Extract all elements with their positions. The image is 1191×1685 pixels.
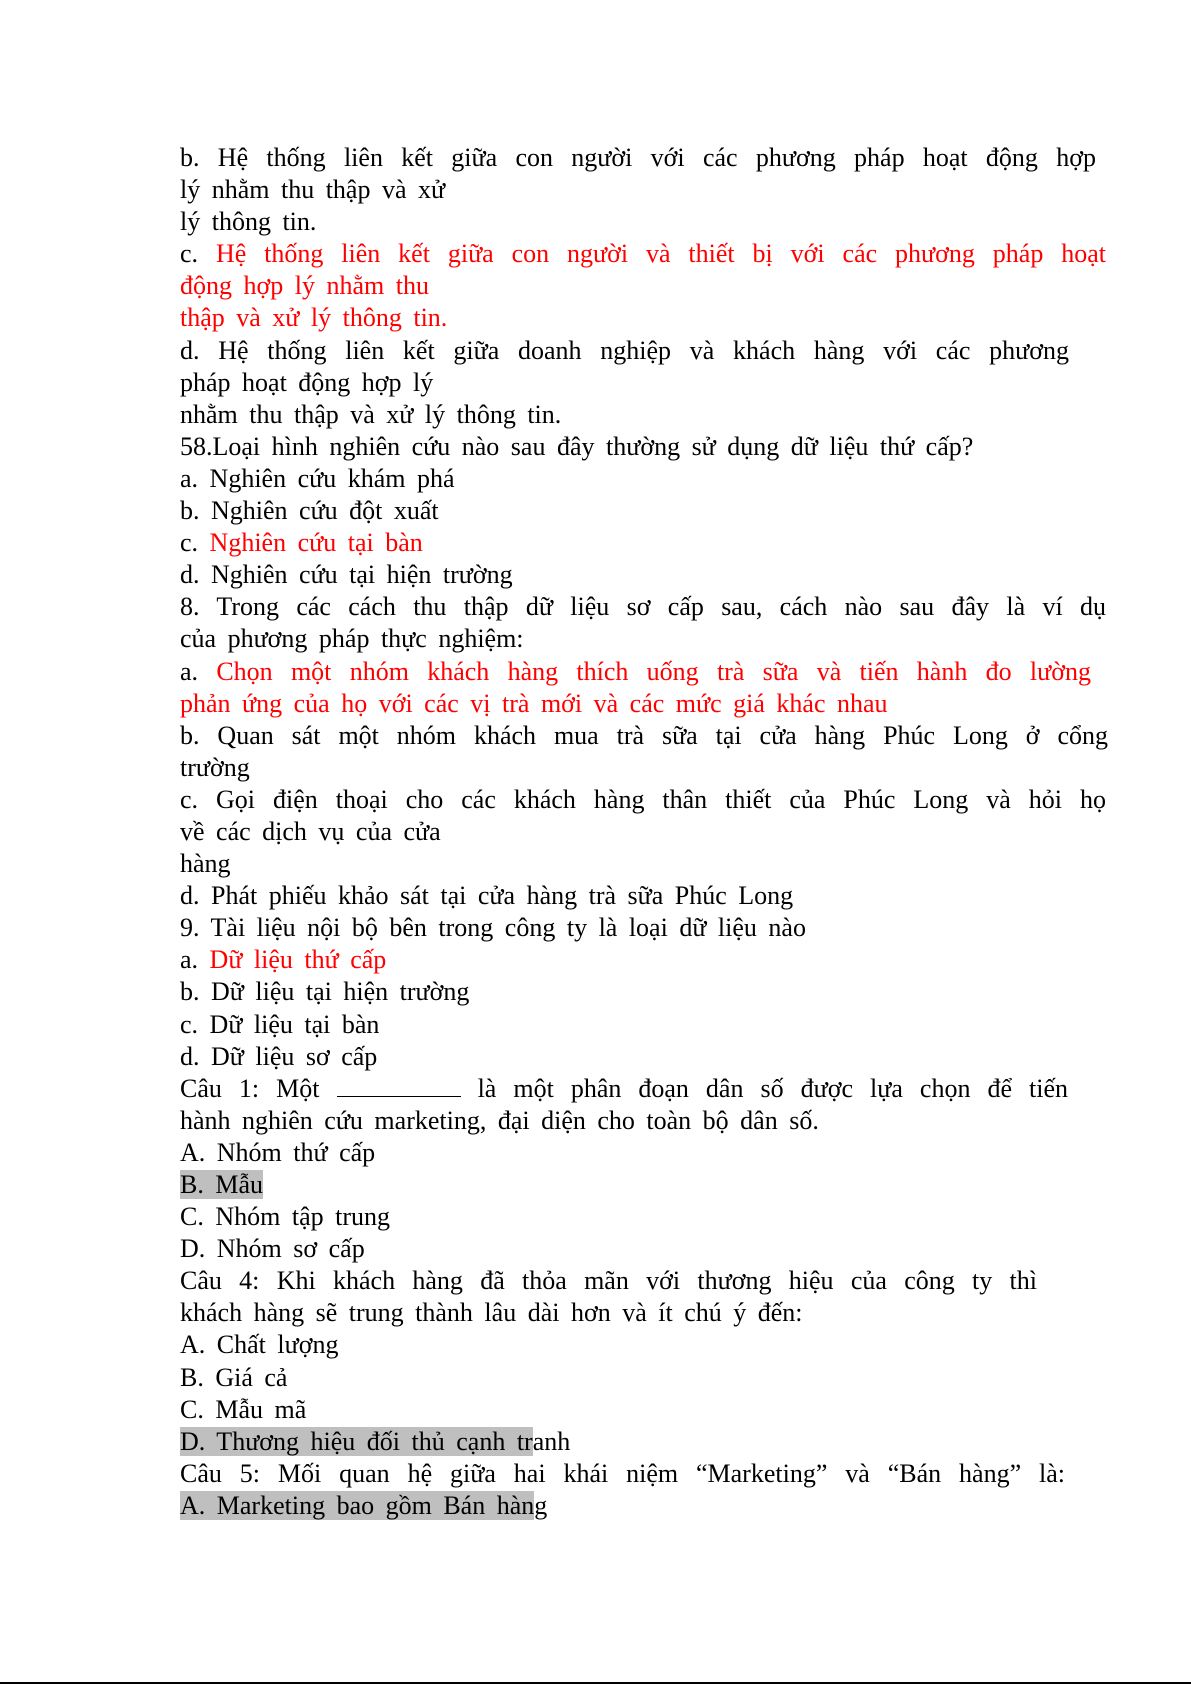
correct-answer: phản ứng của họ với các vị trà mới và các mức giá khác nhau <box>180 688 888 718</box>
question-9: 9. Tài liệu nội bộ bên trong công ty là loại dữ liệu nào <box>180 913 806 943</box>
option: C. Nhóm tập trung <box>180 1202 390 1232</box>
question-58: 58.Loại hình nghiên cứu nào sau đây thường sử dụng dữ liệu thứ cấp? <box>180 431 974 461</box>
option: c. Gọi điện thoại cho các khách hàng thân thiết của Phúc Long và hỏi họ <box>180 784 1106 814</box>
line: về các dịch vụ của cửa <box>180 816 441 846</box>
line: khách hàng sẽ trung thành lâu dài hơn và ít chú ý đến: <box>180 1298 803 1328</box>
option: C. Mẫu mã <box>180 1394 307 1424</box>
document-page <box>180 142 1110 1522</box>
correct-answer: Nghiên cứu tại bàn <box>209 528 423 558</box>
option: b. Dữ liệu tại hiện trường <box>180 977 470 1007</box>
option: B. Giá cả <box>180 1362 288 1392</box>
option <box>180 1169 1110 1201</box>
line: hành nghiên cứu marketing, đại diện cho toàn bộ dân số. <box>180 1105 819 1135</box>
fill-in-blank <box>337 1074 461 1097</box>
line: b. Hệ thống liên kết giữa con người với các phương pháp hoạt động hợp <box>180 143 1096 172</box>
line: pháp hoạt động hợp lý <box>180 367 434 397</box>
line: trường <box>180 752 250 782</box>
highlighted-answer: A. Marketing bao gồm Bán hàn <box>180 1490 535 1520</box>
correct-answer: Chọn một nhóm khách hàng thích uống trà sữa và tiến hành đo lường <box>216 656 1091 686</box>
line: lý thông tin. <box>180 207 317 237</box>
question-8: 8. Trong các cách thu thập dữ liệu sơ cấp sau, cách nào sau đây là ví dụ <box>180 592 1106 622</box>
option: a. Nghiên cứu khám phá <box>180 463 455 493</box>
option: A. Chất lượng <box>180 1330 339 1360</box>
line: d. Hệ thống liên kết giữa doanh nghiệp và khách hàng với các phương <box>180 335 1069 365</box>
option: D. Nhóm sơ cấp <box>180 1234 365 1264</box>
option: d. Dữ liệu sơ cấp <box>180 1041 378 1071</box>
highlighted-answer: D. Thương hiệu đối thủ cạnh tr <box>180 1426 533 1456</box>
question-cau-1: Câu 1: Một là một phân đoạn dân số được lựa chọn để tiến <box>180 1073 1069 1103</box>
correct-answer: thập và xử lý thông tin. <box>180 303 448 333</box>
correct-answer: Hệ thống liên kết giữa con người và thiết bị với các phương pháp hoạt <box>215 239 1107 269</box>
option: a. Dữ liệu thứ cấp <box>180 945 387 975</box>
option: c. Dữ liệu tại bàn <box>180 1009 380 1039</box>
correct-answer: động hợp lý nhằm thu <box>180 271 429 301</box>
option: A. Marketing bao gồm Bán hàng <box>180 1490 548 1520</box>
line: c. Hệ thống liên kết giữa con người và thiết bị với các phương pháp hoạt <box>180 239 1107 269</box>
question-cau-5: Câu 5: Mối quan hệ giữa hai khái niệm “Marketing” và “Bán hàng” là: <box>180 1458 1065 1488</box>
option: a. Chọn một nhóm khách hàng thích uống trà sữa và tiến hành đo lường <box>180 656 1091 686</box>
line: hàng <box>180 849 231 879</box>
option: A. Nhóm thứ cấp <box>180 1137 376 1167</box>
option: b. Nghiên cứu đột xuất <box>180 496 439 526</box>
question-cau-4: Câu 4: Khi khách hàng đã thỏa mãn với thương hiệu của công ty thì <box>180 1266 1037 1296</box>
option: d. Phát phiếu khảo sát tại cửa hàng trà sữa Phúc Long <box>180 881 794 911</box>
page-bottom-rule <box>0 1682 1191 1684</box>
correct-answer: Dữ liệu thứ cấp <box>209 945 387 975</box>
option: d. Nghiên cứu tại hiện trường <box>180 560 513 590</box>
line: lý nhằm thu thập và xử <box>180 175 446 205</box>
highlighted-answer: B. Mẫu <box>180 1170 263 1199</box>
option: D. Thương hiệu đối thủ cạnh tranh <box>180 1426 571 1456</box>
option: b. Quan sát một nhóm khách mua trà sữa tại cửa hàng Phúc Long ở cổng <box>180 720 1108 750</box>
line: của phương pháp thực nghiệm: <box>180 624 524 654</box>
option: c. Nghiên cứu tại bàn <box>180 528 423 558</box>
line: nhằm thu thập và xử lý thông tin. <box>180 399 562 429</box>
